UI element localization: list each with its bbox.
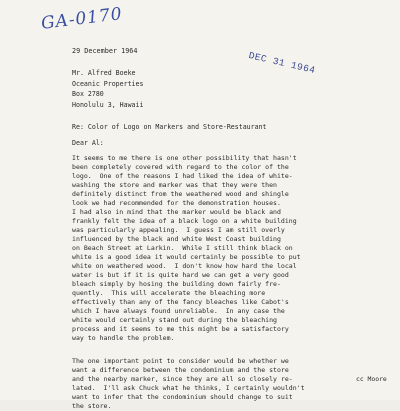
text-line: bleach simply by hosing the building down fairly fre- [72, 280, 281, 288]
text-line: white would certainly stand out during the bleaching [72, 316, 277, 324]
text-line: quently. This will accelerate the bleaching more [72, 289, 266, 297]
text-line: want a difference between the condominium and the store [72, 366, 289, 374]
recipient-line: Box 2780 [72, 90, 104, 98]
text-line: definitely distinct from the weathered wood and shingle [72, 190, 289, 198]
letter-date: 29 December 1964 [72, 47, 138, 55]
text-line: frankly felt the idea of a black logo on a white building [72, 217, 297, 225]
body-paragraph-2 [72, 357, 372, 411]
text-line: way to handle the problem. [72, 334, 175, 342]
text-line: was particularly appealing. I guess I am still overly [72, 226, 285, 234]
text-line: and the nearby marker, since they are all so closely re- [72, 375, 293, 383]
text-line: white on weathered wood. I don't know how hard the local [72, 262, 297, 270]
text-line: been completely covered with regard to the color of the [72, 163, 289, 171]
text-line: logo. One of the reasons I had liked the idea of white- [72, 172, 293, 180]
text-line: influenced by the black and white West Coast building [72, 235, 281, 243]
received-date-stamp: DEC 31 1964 [247, 50, 317, 77]
recipient-line: Honolulu 3, Hawaii [72, 100, 144, 109]
text-line: It seems to me there is one other possibility that hasn't [72, 154, 297, 162]
recipient-address [72, 68, 143, 110]
recipient-line: Mr. Alfred Boeke [72, 69, 136, 77]
text-line: on Beach Street at Larkin. While I still think black on [72, 244, 293, 252]
cc-note: cc Moore [356, 375, 387, 383]
text-line: lated. I'll ask Chuck what he thinks, I certainly wouldn't [72, 384, 305, 392]
recipient-line: Oceanic Properties [72, 79, 144, 88]
text-line: white is a good idea it would certainly be possible to put [72, 253, 301, 261]
handwritten-file-code: GA-0170 [40, 4, 124, 34]
subject-line: Re: Color of Logo on Markers and Store-Restaurant [72, 123, 267, 131]
text-line: look we had recommended for the demonstration houses. [72, 199, 281, 207]
text-line: washing the store and marker was that they were then [72, 181, 277, 189]
text-line: which I have always found unreliable. In any case the [72, 307, 285, 315]
text-line: the store. [72, 402, 112, 410]
text-line: want to infer that the condominium should change to suit [72, 393, 293, 401]
body-paragraph-1 [72, 154, 372, 343]
text-line: The one important point to consider would be whether we [72, 357, 289, 365]
text-line: water is but if it is quite hard we can get a very good [72, 271, 289, 279]
text-line: effectively than any of the fancy bleaches like Cabot's [72, 298, 289, 306]
salutation: Dear Al: [72, 139, 104, 147]
text-line: I had also in mind that the marker would be black and [72, 208, 281, 216]
text-line: process and it seems to me this might be a satisfactory [72, 325, 289, 333]
